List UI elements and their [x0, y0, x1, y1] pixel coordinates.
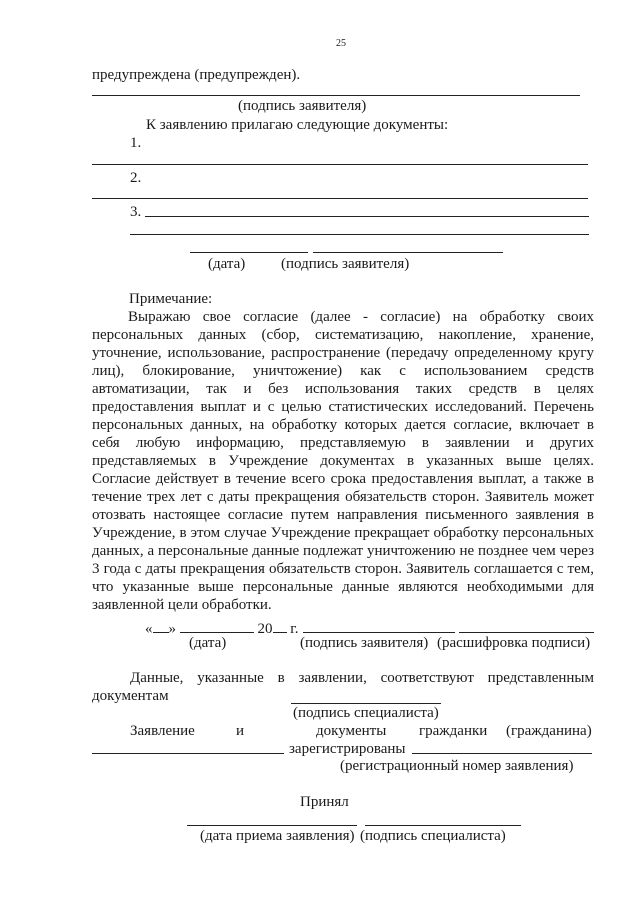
citizen-name-line [92, 753, 284, 754]
accepted-label: Принял [300, 794, 349, 810]
reg-word-2: и [236, 723, 245, 739]
decode-line [459, 632, 594, 633]
month-blank [180, 618, 254, 633]
day-blank [153, 618, 169, 633]
attachment-line-3b [130, 234, 589, 235]
year-blank [273, 618, 287, 633]
date-open-quote: « [145, 621, 153, 637]
regnum-line [412, 753, 592, 754]
attachment-item-2: 2. [130, 170, 142, 186]
date-close-quote: » [168, 621, 176, 637]
reg-word-1: Заявление [130, 723, 195, 739]
signature-line-3 [303, 632, 455, 633]
caption-date-2: (дата) [189, 635, 227, 651]
caption-date-1: (дата) [208, 256, 246, 272]
caption-regnum: (регистрационный номер заявления) [340, 758, 574, 774]
caption-decode: (расшифровка подписи) [437, 635, 591, 651]
reg-word-5: (гражданина) [506, 723, 592, 739]
consent-paragraph: Выражаю свое согласие (далее - согласие) на обработку своих персональных данных (сбор, систематизацию, накопление, хранение, уточнение, использование, распространение (передачу определенному кругу лиц), блокирование, уничтожение) как с использованием средств автоматизации, так и без использования таких средств в целях предоставления выплат и с целью статистических исследований. Перечень персональных данных, на обработку которых дается согласие, включает в себя любую информацию, представляемую в заявлении и других представляемых в Учреждение документах в указанных выше целях. Согласие действует в течение всего срока предоставления выплат, а также в течение трех лет с даты прекращения обязательств сторон. Заявитель может отозвать настоящее согласие путем направления письменного заявления в Учреждение, в этом случае Учреждение прекращает обработку персональных данных, а персональные данные подлежат уничтожению не позднее чем через 3 года с даты прекращения обязательств сторон. Заявитель соглашается с тем, что указанные выше персональные данные являются необходимыми для заявленной цели обработки. [92, 309, 594, 613]
attachments-intro: К заявлению прилагаю следующие документы: [146, 117, 449, 133]
attachment-line-1 [92, 164, 588, 165]
reg-word-4: гражданки [419, 723, 488, 739]
data-match-paragraph: Данные, указанные в заявлении, соответствуют представленным документам [92, 670, 594, 704]
caption-signature-3: (подпись заявителя) [300, 635, 429, 651]
caption-signature-2: (подпись заявителя) [281, 256, 410, 272]
registered-label: зарегистрированы [289, 741, 406, 757]
caption-accept-date: (дата приема заявления) [200, 828, 355, 844]
caption-specialist-1: (подпись специалиста) [293, 705, 439, 721]
page-number: 25 [336, 38, 346, 49]
year-prefix: 20 [257, 621, 273, 637]
signature-line-2 [313, 252, 503, 253]
attachment-line-2 [92, 198, 588, 199]
attachment-line-3a [145, 216, 589, 217]
attachment-item-1: 1. [130, 135, 142, 151]
date-line-1 [190, 252, 308, 253]
signature-line-1 [92, 95, 580, 96]
specialist-signature-line-2 [365, 825, 521, 826]
accept-date-line [187, 825, 357, 826]
caption-signature-1: (подпись заявителя) [238, 98, 367, 114]
year-suffix: г. [290, 621, 299, 637]
attachment-item-3: 3. [130, 204, 142, 220]
note-title: Примечание: [129, 291, 213, 307]
warning-line: предупреждена (предупрежден). [92, 67, 301, 83]
reg-word-3: документы [316, 723, 387, 739]
caption-specialist-2: (подпись специалиста) [360, 828, 506, 844]
